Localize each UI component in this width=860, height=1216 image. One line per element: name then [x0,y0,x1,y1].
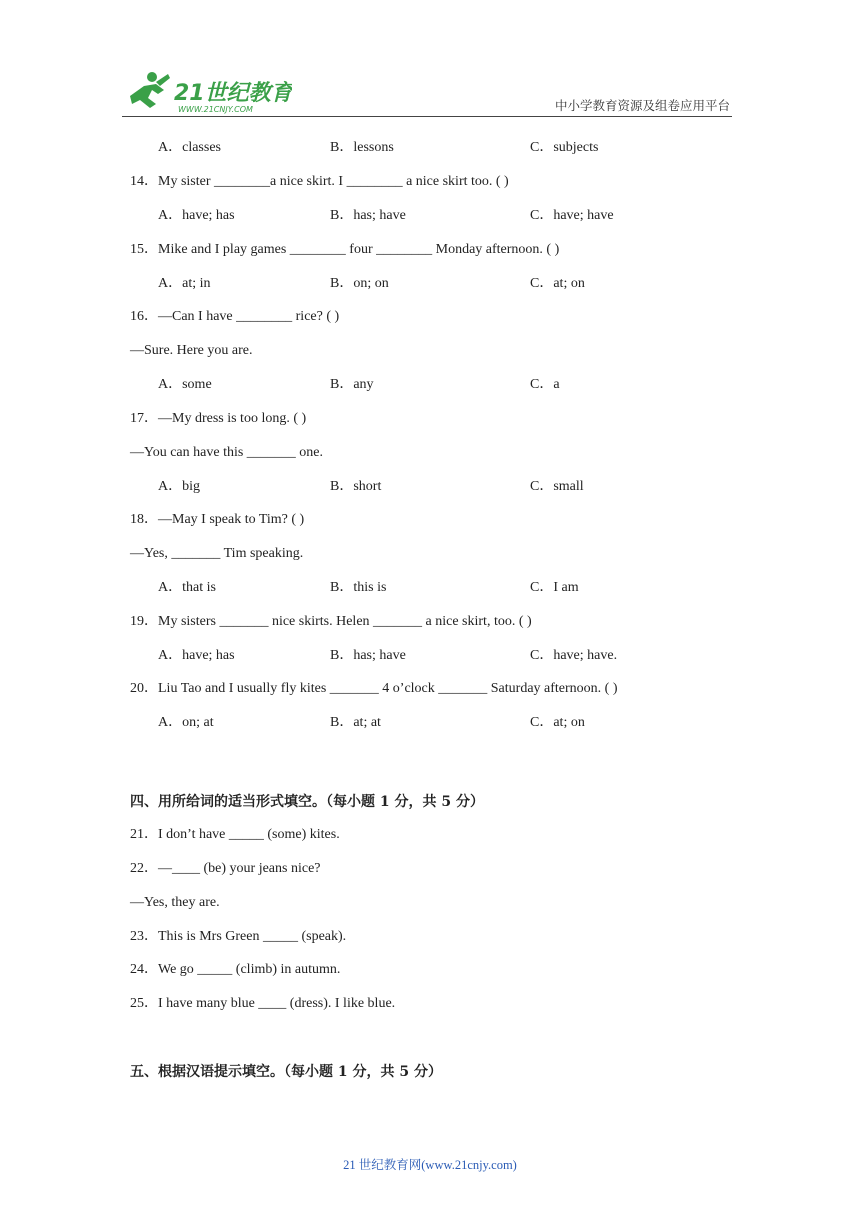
q15-option-b: B．on; on [330,276,389,291]
q14-option-a: A．have; has [158,208,235,223]
header-platform-text: 中小学教育资源及组卷应用平台 [554,98,730,113]
q16-option-c: C．a [530,377,560,392]
q15-option-a: A．at; in [158,276,211,291]
question-16: 16．—Can I have ________ rice? ( ) [130,309,340,324]
option-c: C．subjects [530,140,599,155]
q18-option-a: A．that is [158,580,216,595]
question-21: 21．I don’t have _____ (some) kites. [130,827,340,842]
section-4-title: 四、用所给词的适当形式填空。（每小题 1 分，共 5 分） [130,794,484,810]
question-14: 14．My sister ________a nice skirt. I ________ a nice skirt too. ( ) [130,174,509,189]
question-17: 17．—My dress is too long. ( ) [130,411,307,426]
question-17-response: —You can have this _______ one. [130,445,324,460]
question-20: 20．Liu Tao and I usually fly kites _______ 4 o’clock _______ Saturday afternoon. ( ) [130,681,618,696]
q17-option-c: C．small [530,479,584,494]
q19-option-c: C．have; have. [530,648,618,663]
q17-option-b: B．short [330,479,382,494]
question-25: 25．I have many blue ____ (dress). I like blue. [130,996,396,1011]
site-logo [122,68,292,116]
q14-option-b: B．has; have [330,208,406,223]
q19-option-b: B．has; have [330,648,406,663]
question-16-response: —Sure. Here you are. [130,343,253,358]
section-5-title: 五、根据汉语提示填空。（每小题 1 分，共 5 分） [130,1064,442,1080]
option-a: A．classes [158,140,221,155]
logo-text: 21世纪教育 [174,81,292,106]
header-divider [122,116,732,117]
q17-option-a: A．big [158,479,200,494]
question-23: 23．This is Mrs Green _____ (speak). [130,929,347,944]
logo-url: WWW.21CNJY.COM [178,105,253,114]
q18-option-c: C．I am [530,580,579,595]
q16-option-b: B．any [330,377,374,392]
question-22-response: —Yes, they are. [130,895,220,910]
question-15: 15．Mike and I play games ________ four ________ Monday afternoon. ( ) [130,242,560,257]
q20-option-c: C．at; on [530,715,585,730]
option-b: B．lessons [330,140,394,155]
footer-link[interactable]: 21 世纪教育网(www.21cnjy.com) [343,1158,517,1172]
q14-option-c: C．have; have [530,208,614,223]
q20-option-b: B．at; at [330,715,381,730]
q16-option-a: A．some [158,377,212,392]
question-24: 24．We go _____ (climb) in autumn. [130,962,341,977]
q18-option-b: B．this is [330,580,387,595]
question-18-response: —Yes, _______ Tim speaking. [130,546,304,561]
question-22: 22．—____ (be) your jeans nice? [130,861,321,876]
q15-option-c: C．at; on [530,276,585,291]
question-19: 19．My sisters _______ nice skirts. Helen _______ a nice skirt, too. ( ) [130,614,532,629]
q20-option-a: A．on; at [158,715,214,730]
q19-option-a: A．have; has [158,648,235,663]
question-18: 18．—May I speak to Tim? ( ) [130,512,305,527]
